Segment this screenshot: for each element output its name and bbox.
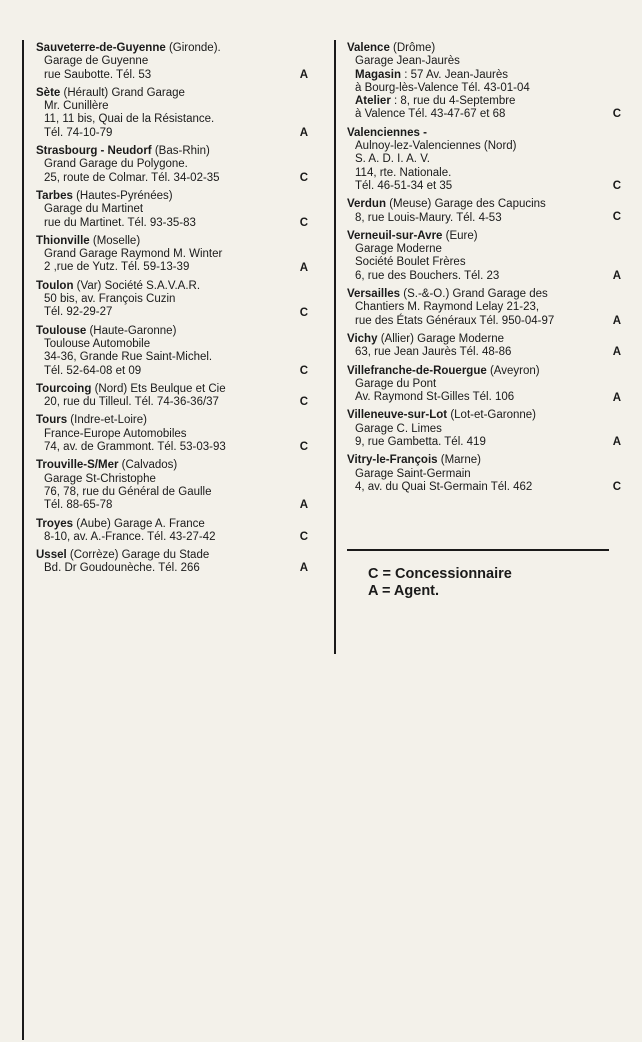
- dealer-city: Valence: [347, 42, 390, 54]
- dealer-heading: [347, 409, 615, 422]
- dealer-type-code: C: [299, 306, 308, 319]
- dealer-detail-line: Tél. 88-65-78: [44, 499, 113, 512]
- dealer-detail-line: 50 bis, av. François Cuzin: [44, 293, 176, 306]
- dealer-city: Toulouse: [36, 324, 87, 337]
- dealer-detail-line: Tél. 46-51-34 et 35: [355, 179, 453, 192]
- dealer-detail-line: Atelier : 8, rue du 4-Septembre: [355, 95, 516, 108]
- dealer-region: (S.-&-O.): [403, 288, 450, 301]
- dealer-entry: [347, 288, 621, 328]
- dealer-type-code: A: [612, 269, 621, 282]
- dealer-detail-line: S. A. D. I. A. V.: [355, 153, 431, 166]
- dealer-city: Valenciennes -: [347, 126, 427, 139]
- dealer-detail-line: 114, rte. Nationale.: [355, 166, 452, 179]
- dealer-region: (Eure): [445, 229, 478, 242]
- dealer-city: Toulon: [36, 279, 74, 292]
- dealer-detail-line: Aulnoy-lez-Valenciennes (Nord): [355, 140, 517, 153]
- dealer-heading: [36, 280, 308, 293]
- dealer-detail-line: France-Europe Automobiles: [44, 427, 187, 440]
- dealer-heading: [36, 235, 308, 248]
- dealer-name: Garage A. France: [114, 517, 205, 530]
- dealer-region: (Moselle): [92, 234, 141, 247]
- dealer-region: (Hérault): [63, 86, 109, 99]
- dealer-region: (Marne): [440, 454, 482, 467]
- dealer-city: Thionville: [36, 234, 90, 247]
- dealer-entry: [347, 42, 621, 122]
- dealer-entry: [36, 280, 308, 320]
- dealer-heading: [36, 42, 308, 55]
- dealer-region: (Nord): [94, 382, 128, 395]
- dealer-region: (Allier): [380, 332, 414, 345]
- dealer-region: (Indre-et-Loire): [70, 414, 147, 427]
- dealer-city: Vitry-le-François: [347, 454, 438, 467]
- dealer-name: Société S.A.V.A.R.: [104, 279, 201, 292]
- dealer-entry: [36, 459, 308, 512]
- dealer-type-code: C: [299, 364, 308, 377]
- dealer-detail-line: 63, rue Jean Jaurès Tél. 48-86: [355, 346, 512, 359]
- dealer-region: (Corrèze): [69, 549, 119, 562]
- left-margin-rule: [22, 40, 24, 1040]
- dealer-entry: [347, 409, 621, 449]
- dealer-heading: [347, 127, 615, 140]
- dealer-heading: [36, 383, 308, 396]
- dealer-type-code: A: [299, 261, 308, 274]
- dealer-name: Garage du Stade: [121, 549, 210, 562]
- legend: [368, 566, 512, 600]
- dealer-detail-line: Garage du Pont: [355, 377, 437, 390]
- dealer-name: Grand Garage: [111, 86, 185, 99]
- dealer-heading: [36, 518, 308, 531]
- dealer-name: Ets Beulque et Cie: [130, 382, 226, 395]
- dealer-type-code: A: [299, 126, 308, 139]
- dealer-type-code: C: [612, 108, 621, 120]
- dealer-detail-line: rue Saubotte. Tél. 53: [44, 68, 152, 81]
- dealer-detail-line: 2 ,rue de Yutz. Tél. 59-13-39: [44, 261, 190, 274]
- dealer-type-code: A: [612, 345, 621, 358]
- dealer-type-code: A: [612, 391, 621, 404]
- dealer-entry: [347, 364, 621, 405]
- dealer-region: (Meuse): [389, 198, 432, 211]
- dealer-region: (Drôme): [393, 42, 436, 54]
- dealer-detail-line: Société Boulet Frères: [355, 256, 466, 269]
- dealer-name: Garage des Capucins: [434, 198, 546, 211]
- dealer-detail-line: Mr. Cunillère: [44, 100, 109, 113]
- dealer-city: Vichy: [347, 332, 378, 345]
- dealer-entry: [36, 549, 308, 576]
- dealer-city: Villeneuve-sur-Lot: [347, 409, 448, 422]
- dealer-city: Villefranche-de-Rouergue: [347, 364, 487, 377]
- dealer-detail-line: Garage de Guyenne: [44, 55, 149, 68]
- dealer-entry: [347, 198, 621, 225]
- dealer-region: (Haute-Garonne): [89, 324, 177, 337]
- dealer-heading: [347, 365, 615, 378]
- dealer-detail-line: Bd. Dr Goudounèche. Tél. 266: [44, 562, 200, 575]
- dealer-type-code: C: [299, 216, 308, 229]
- dealer-type-code: C: [299, 530, 308, 543]
- dealer-city: Tours: [36, 414, 68, 427]
- dealer-city: Versailles: [347, 288, 401, 301]
- dealer-region: (Hautes-Pyrénées): [76, 189, 173, 202]
- dealer-type-code: C: [612, 481, 621, 494]
- dealer-heading: [36, 549, 308, 562]
- legend-separator: [347, 549, 609, 551]
- dealer-name: Garage Moderne: [417, 332, 505, 345]
- dealer-detail-line: 8-10, av. A.-France. Tél. 43-27-42: [44, 530, 216, 543]
- dealer-type-code: A: [299, 499, 308, 512]
- dealer-type-code: A: [612, 436, 621, 449]
- dealer-entry: [36, 87, 308, 140]
- dealer-detail-line: Garage C. Limes: [355, 422, 442, 435]
- dealer-name: Grand Garage des: [452, 288, 548, 301]
- dealer-detail-line: 11, 11 bis, Quai de la Résistance.: [44, 113, 215, 126]
- dealer-detail-line: rue du Martinet. Tél. 93-35-83: [44, 216, 196, 229]
- dealer-region: (Calvados): [121, 459, 178, 472]
- dealer-detail-line: Grand Garage Raymond M. Winter: [44, 248, 223, 261]
- dealer-city: Tarbes: [36, 189, 73, 202]
- dealer-detail-line: Tél. 74-10-79: [44, 126, 113, 139]
- dealer-detail-line: 34-36, Grande Rue Saint-Michel.: [44, 351, 213, 364]
- dealer-detail-line: 9, rue Gambetta. Tél. 419: [355, 436, 486, 449]
- dealer-region: (Aube): [76, 517, 111, 530]
- legend-concessionnaire: C = Concessionnaire: [368, 566, 512, 582]
- dealer-heading: [347, 454, 615, 467]
- dealer-detail-line: Magasin : 57 Av. Jean-Jaurès: [355, 68, 508, 81]
- dealer-entry: [347, 126, 621, 193]
- dealer-entry: [347, 454, 621, 494]
- dealer-city: Troyes: [36, 517, 74, 530]
- column-divider: [334, 40, 336, 654]
- dealer-heading: [36, 87, 308, 100]
- dealer-entry: [36, 325, 308, 378]
- dealer-type-code: C: [299, 395, 308, 408]
- dealer-heading: [347, 230, 615, 243]
- dealer-entry: [36, 42, 308, 82]
- dealer-type-code: A: [299, 562, 308, 575]
- dealer-city: Tourcoing: [36, 382, 92, 395]
- dealer-entry: [347, 229, 621, 283]
- dealer-city: Verdun: [347, 198, 386, 211]
- dealer-entry: [36, 414, 308, 454]
- dealer-detail-line: rue des États Généraux Tél. 950-04-97: [355, 314, 555, 327]
- dealer-region: (Bas-Rhin): [154, 145, 210, 158]
- dealer-detail-line: 74, av. de Grammont. Tél. 53-03-93: [44, 441, 226, 454]
- dealer-entry: [36, 383, 308, 410]
- dealer-detail-line: Garage Moderne: [355, 243, 442, 256]
- dealer-heading: [347, 288, 615, 301]
- dealer-entry: [36, 145, 308, 185]
- dealer-detail-line: 25, route de Colmar. Tél. 34-02-35: [44, 171, 220, 184]
- dealer-type-code: C: [612, 179, 621, 192]
- legend-agent: A = Agent.: [368, 583, 440, 599]
- dealer-city: Trouville-S/Mer: [36, 459, 119, 472]
- dealer-detail-line: 76, 78, rue du Général de Gaulle: [44, 485, 212, 498]
- dealer-region: (Aveyron): [489, 364, 540, 377]
- dealer-heading: [347, 198, 615, 211]
- dealer-heading: [36, 145, 308, 158]
- dealer-detail-line: Garage St-Christophe: [44, 472, 156, 485]
- dealer-city: Strasbourg - Neudorf: [36, 145, 152, 158]
- dealer-region: (Lot-et-Garonne): [450, 409, 536, 422]
- dealer-heading: [347, 333, 615, 346]
- dealer-detail-line: 20, rue du Tilleul. Tél. 74-36-36/37: [44, 396, 219, 409]
- dealer-heading: [36, 414, 308, 427]
- dealer-city: Verneuil-sur-Avre: [347, 229, 443, 242]
- dealer-type-code: C: [612, 211, 621, 224]
- dealer-heading: [36, 459, 308, 472]
- dealer-city: Sauveterre-de-Guyenne: [36, 42, 166, 54]
- dealer-detail-line: à Valence Tél. 43-47-67 et 68: [355, 108, 506, 121]
- dealer-entry: [36, 235, 308, 275]
- dealer-city: Sète: [36, 86, 61, 99]
- dealer-detail-line: Chantiers M. Raymond Lelay 21-23,: [355, 301, 540, 314]
- left-column: [36, 42, 308, 581]
- dealer-region: (Var): [76, 279, 102, 292]
- dealer-type-code: C: [299, 172, 308, 185]
- dealer-detail-line: Tél. 92-29-27: [44, 306, 113, 319]
- dealer-heading: [36, 190, 308, 203]
- dealer-detail-line: 8, rue Louis-Maury. Tél. 4-53: [355, 211, 502, 224]
- dealer-entry: [36, 518, 308, 545]
- dealer-type-code: A: [612, 315, 621, 328]
- dealer-city: Ussel: [36, 549, 67, 562]
- dealer-heading: [347, 42, 615, 55]
- dealer-detail-line: à Bourg-lès-Valence Tél. 43-01-04: [355, 81, 530, 94]
- dealer-detail-line: Garage Jean-Jaurès: [355, 55, 460, 68]
- dealer-detail-line: Av. Raymond St-Gilles Tél. 106: [355, 391, 515, 404]
- dealer-type-code: A: [299, 69, 308, 81]
- dealer-detail-line: Garage du Martinet: [44, 203, 144, 216]
- dealer-detail-line: 4, av. du Quai St-Germain Tél. 462: [355, 480, 533, 493]
- dealer-region: (Gironde).: [168, 42, 221, 54]
- dealer-detail-line: Grand Garage du Polygone.: [44, 158, 188, 171]
- dealer-detail-line: Garage Saint-Germain: [355, 467, 471, 480]
- dealer-detail-line: Toulouse Automobile: [44, 337, 151, 350]
- dealer-heading: [36, 325, 308, 338]
- right-column: [347, 42, 621, 499]
- dealer-detail-line: 6, rue des Bouchers. Tél. 23: [355, 269, 500, 282]
- dealer-type-code: C: [299, 441, 308, 454]
- dealer-entry: [347, 332, 621, 360]
- dealer-entry: [36, 190, 308, 230]
- dealer-detail-line: Tél. 52-64-08 et 09: [44, 364, 142, 377]
